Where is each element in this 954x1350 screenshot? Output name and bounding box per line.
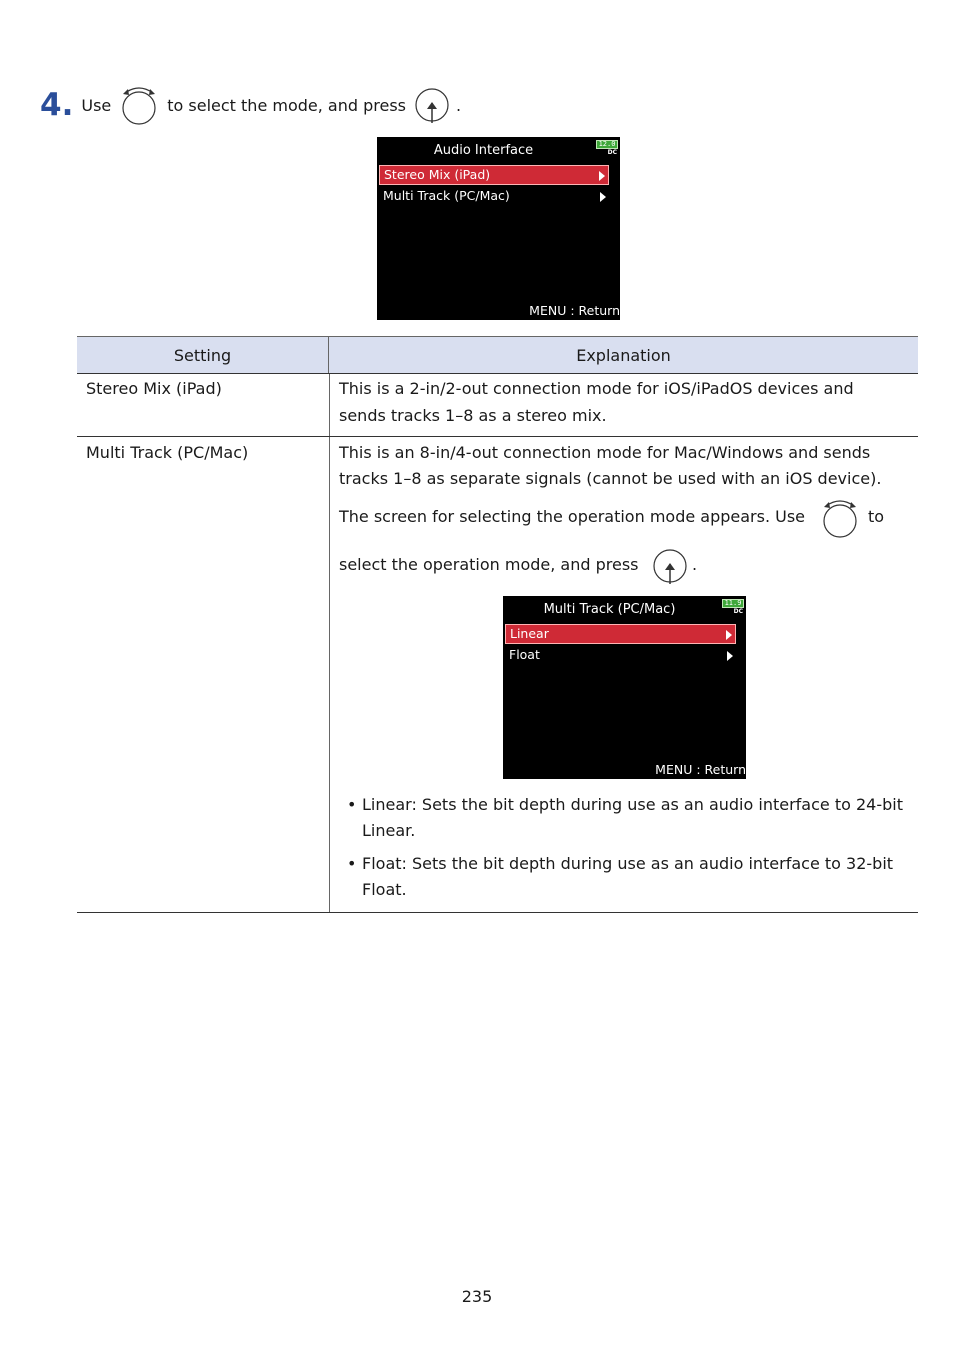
chevron-right-icon [726, 630, 732, 640]
battery-icon [720, 599, 744, 613]
chevron-right-icon [727, 651, 733, 661]
page-number: 235 [461, 1287, 493, 1306]
power-source: DC [733, 608, 743, 615]
step-text-middle: to select the mode, and press [167, 95, 406, 115]
bullet-line2: Float. [362, 880, 407, 899]
push-button-icon [412, 83, 452, 127]
screen-title: Audio Interface [433, 143, 534, 158]
row1-explanation-line1: This is a 2-in/2-out connection mode for iOS/iPadOS devices and [339, 379, 854, 398]
row2-explanation-line1: This is an 8-in/4-out connection mode for Mac/Windows and sends [339, 443, 871, 462]
list-item-linear [347, 792, 917, 846]
bullet-dot: • [347, 854, 357, 873]
battery-level: 11.9 [722, 599, 744, 608]
menu-item-stereo-mix[interactable] [379, 165, 609, 185]
row2-instruction-d: . [692, 555, 698, 574]
list-item-float [347, 851, 917, 905]
table-header [77, 336, 918, 374]
dial-icon [119, 83, 159, 127]
screen-footer: MENU : Return [655, 762, 746, 777]
step-text-end: . [456, 95, 462, 115]
header-setting: Setting [77, 337, 329, 373]
row1-explanation-line2: sends tracks 1–8 as a stereo mix. [339, 406, 607, 425]
bullet-line1: Linear: Sets the bit depth during use as an audio interface to 24-bit [362, 795, 903, 814]
menu-item-linear[interactable] [505, 624, 736, 644]
column-divider [329, 374, 330, 912]
dial-icon [820, 496, 860, 540]
row2-explanation-line2: tracks 1–8 as separate signals (cannot be used with an iOS device). [339, 469, 882, 488]
row2-instruction-c: select the operation mode, and press [339, 555, 639, 574]
device-screen-audio-interface [377, 137, 620, 320]
row2-instruction-b: to [868, 507, 885, 526]
step-text-use: Use [81, 95, 112, 115]
row-divider [77, 436, 918, 437]
chevron-right-icon [600, 192, 606, 202]
table-bottom-border [77, 912, 918, 913]
screen-footer: MENU : Return [529, 303, 620, 318]
bullet-dot: • [347, 795, 357, 814]
push-button-icon [650, 544, 690, 588]
header-explanation: Explanation [576, 345, 671, 365]
menu-item-label: Float [509, 647, 540, 662]
battery-level: 12.0 [596, 140, 618, 149]
row1-setting: Stereo Mix (iPad) [86, 379, 222, 398]
battery-icon [594, 140, 618, 154]
row2-instruction-a: The screen for selecting the operation mode appears. Use [339, 507, 806, 526]
menu-item-label: Linear [510, 626, 549, 641]
menu-item-label: Multi Track (PC/Mac) [383, 188, 510, 203]
menu-item-label: Stereo Mix (iPad) [384, 167, 491, 182]
bullet-line1: Float: Sets the bit depth during use as an audio interface to 32-bit [362, 854, 894, 873]
row2-setting: Multi Track (PC/Mac) [86, 443, 249, 462]
menu-item-multi-track[interactable] [379, 187, 609, 207]
chevron-right-icon [599, 171, 605, 181]
power-source: DC [607, 149, 617, 156]
step-number: 4. [40, 86, 74, 123]
device-screen-multi-track [503, 596, 746, 779]
bullet-line2: Linear. [362, 821, 416, 840]
screen-title: Multi Track (PC/Mac) [543, 602, 676, 617]
menu-item-float[interactable] [505, 646, 736, 666]
step-instruction [40, 82, 461, 128]
